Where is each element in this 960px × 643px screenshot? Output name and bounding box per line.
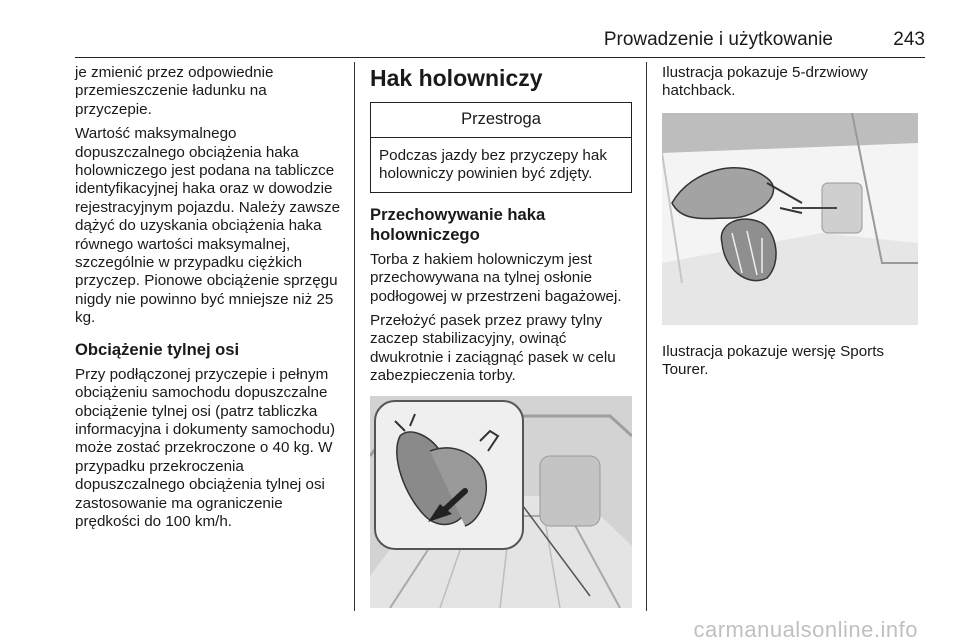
column-2 (370, 64, 632, 608)
paragraph-trailer-load: je zmienić przez odpowiednie przemieszczenie ładunku na przyczepie. (75, 64, 274, 118)
illustration-hatchback-trunk (662, 113, 918, 325)
section-title: Prowadzenie i użytkowanie (603, 29, 833, 50)
paragraph-storage-location: Torba z hakiem holowniczym jest przechowywana na tylnej osłonie podłogowej w przestrzeni bagażowej. (370, 250, 622, 305)
paragraph-rear-axle: Przy podłączonej przyczepie i pełnym obciążeniu samochodu dopuszczalne obciążenie tylnej osi (patrz tabliczka informacyjna i dokumenty samochodu) może zostać przekroczone o 40 kg. W przypadku przekroczenia dopuszczalnego obciążenia tylnej osi zastosowanie ma ograniczenie prędkości do 100 km/h. (75, 365, 335, 530)
column-divider-2 (646, 62, 647, 611)
caution-label: Przestroga (371, 103, 631, 138)
header-divider (75, 57, 925, 58)
column-1 (75, 64, 345, 537)
paragraph-max-load: Wartość maksymalnego dopuszczalnego obciążenia haka holowniczego jest podana na tabliczce identyfikacyjnej haka oraz w dowodzie rejestracyjnym pojazdu. Należy zawsze dążyć do uzyskania obciążenia haka równego wartości maksymalnej, szczególnie w przypadku ciężkich przyczep. Pionowe obciążenie sprzęgu nigdy nie powinno być mniejsze niż 25 kg. (75, 125, 341, 327)
column-3 (662, 64, 926, 386)
caption-hatchback: Ilustracja pokazuje 5-drzwiowy hatchback. (662, 64, 868, 100)
caution-box (370, 102, 632, 193)
heading-rear-axle-load: Obciążenie tylnej osi (75, 339, 240, 359)
caution-text: Podczas jazdy bez przyczepy hak holowniczy powinien być zdjęty. (379, 147, 607, 183)
column-divider-1 (354, 62, 355, 611)
section-heading-tow-hook: Hak holowniczy (370, 65, 543, 91)
caption-sports-tourer: Ilustracja pokazuje wersję Sports Tourer. (662, 342, 885, 379)
page-number: 243 (893, 29, 925, 50)
heading-storage: Przechowywanie haka holowniczego (370, 204, 546, 244)
watermark-text: carmanualsonline.info (693, 617, 918, 642)
page-header (75, 28, 925, 52)
paragraph-strap-instructions: Przełożyć pasek przez prawy tylny zaczep stabilizacyjny, owinąć dwukrotnie i zaciągnąć pasek w celu zabezpieczenia torby. (370, 312, 616, 385)
illustration-sports-tourer-trunk (370, 396, 632, 608)
